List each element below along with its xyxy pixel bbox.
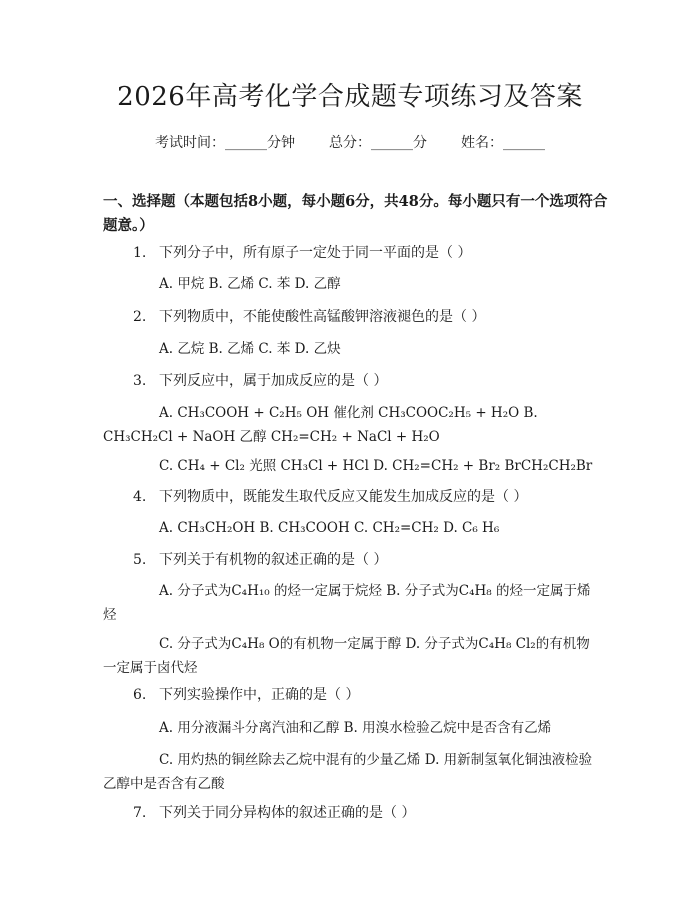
- question-number: 2.: [133, 309, 147, 325]
- question-6-options-cd: C. 用灼热的铜丝除去乙烷中混有的少量乙烯 D. 用新制氢氧化铜浊液检验乙醇中是否含有乙酸: [103, 752, 593, 792]
- document-title: 2026年高考化学合成题专项练习及答案: [117, 82, 583, 112]
- question-text: 下列物质中，不能使酸性高锰酸钾溶液褪色的是（ ）: [159, 309, 486, 325]
- question-text: 下列物质中，既能发生取代反应又能发生加成反应的是（ ）: [159, 489, 528, 505]
- question-1-options: A. 甲烷 B. 乙烯 C. 苯 D. 乙醇: [159, 276, 341, 292]
- question-4-options: A. CH₃CH₂OH B. CH₃COOH C. CH₂=CH₂ D. C₆ H₆: [159, 520, 500, 536]
- question-text: 下列分子中，所有原子一定处于同一平面的是（ ）: [159, 245, 472, 261]
- question-number: 6.: [133, 687, 147, 703]
- question-text: 下列实验操作中，正确的是（ ）: [159, 687, 360, 703]
- question-3-options-ab: A. CH₃COOH + C₂H₅ OH 催化剂 CH₃COOC₂H₅ + H₂O B. CH₃CH₂Cl + NaOH 乙醇 CH₂=CH₂ + NaCl + H₂O: [103, 405, 538, 445]
- question-number: 1.: [133, 245, 147, 261]
- question-4: [133, 486, 527, 508]
- question-5-options-cd: C. 分子式为C₄H₈ O的有机物一定属于醇 D. 分子式为C₄H₈ Cl₂的有机物一定属于卤代烃: [103, 636, 590, 676]
- question-2-options: A. 乙烷 B. 乙烯 C. 苯 D. 乙炔: [159, 341, 341, 357]
- question-6: [133, 684, 359, 706]
- question-2: [133, 306, 485, 328]
- question-text: 下列反应中，属于加成反应的是（ ）: [159, 373, 388, 389]
- question-number: 7.: [133, 805, 147, 821]
- question-5: [133, 549, 387, 571]
- question-1: [133, 242, 471, 264]
- total-score-field: 总分：______分: [329, 135, 427, 151]
- question-text: 下列关于有机物的叙述正确的是（ ）: [159, 552, 388, 568]
- question-3: [133, 370, 387, 392]
- name-field: 姓名：______: [461, 135, 545, 151]
- question-number: 4.: [133, 489, 147, 505]
- question-3-options-cd: C. CH₄ + Cl₂ 光照 CH₃Cl + HCl D. CH₂=CH₂ + Br₂ BrCH₂CH₂Br: [159, 458, 593, 474]
- question-6-options-ab: A. 用分液漏斗分离汽油和乙醇 B. 用溴水检验乙烷中是否含有乙烯: [159, 720, 552, 736]
- question-5-options-ab: A. 分子式为C₄H₁₀ 的烃一定属于烷烃 B. 分子式为C₄H₈ 的烃一定属于烯烃: [103, 583, 591, 623]
- question-number: 5.: [133, 552, 147, 568]
- exam-time-field: 考试时间：______分钟: [155, 135, 295, 151]
- section-heading: 一、选择题（本题包括8小题，每小题6分，共48分。每小题只有一个选项符合题意。）: [103, 193, 608, 234]
- question-number: 3.: [133, 373, 147, 389]
- exam-info-line: [0, 132, 700, 152]
- question-text: 下列关于同分异构体的叙述正确的是（ ）: [159, 805, 416, 821]
- question-7: [133, 802, 415, 824]
